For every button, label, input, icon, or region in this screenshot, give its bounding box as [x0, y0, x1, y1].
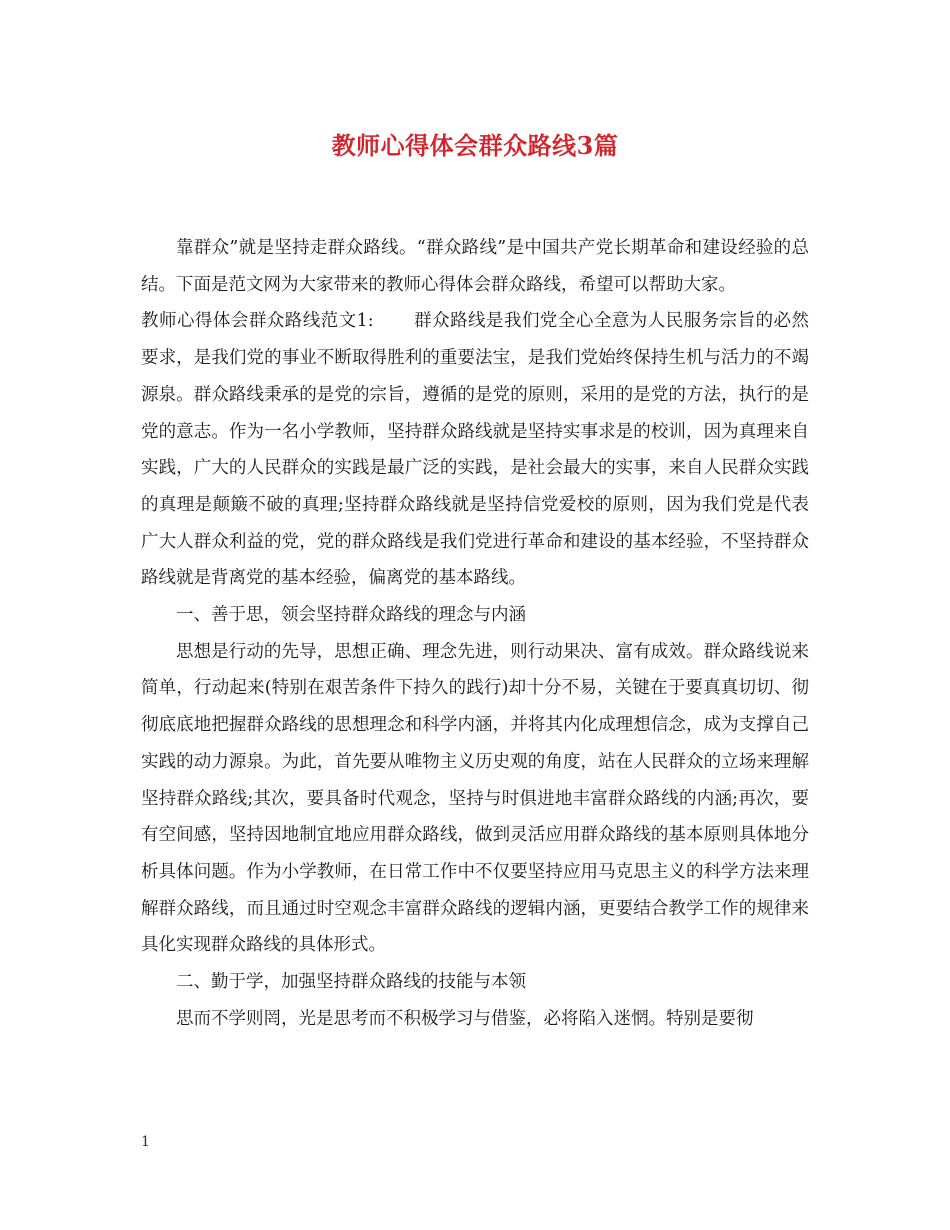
section-paragraph-2: 思而不学则罔，光是思考而不积极学习与借鉴，必将陷入迷惘。特别是要彻 — [176, 1008, 754, 1029]
sample-text: 群众路线是我们党全心全意为人民服务宗旨的必然要求，是我们党的事业不断取得胜利的重要法宝，是我们党始终保持生机与活力的不竭源泉。群众路线秉承的是党的宗旨，遵循的是党的原则，采用的是党的方法，执行的是党的意志。作为一名小学教师，坚持群众路线就是坚持实事求是的校训，因为真理来自实践，广大的人民群众的实践是最广泛的实践，是社会最大的实事，来自人民群众实践的真理是颠簸不破的真理;坚持群众路线就是坚持信党爱校的原则，因为我们党是代表广大人群众利益的党，党的群众路线是我们党进行革命和建设的基本经验，不坚持群众路线就是背离党的基本经验，偏离党的基本路线。 — [141, 311, 810, 589]
sample-label: 教师心得体会群众路线范文1: — [141, 311, 374, 332]
document-title: 教师心得体会群众路线3篇 — [331, 131, 619, 160]
section-heading-1: 一、善于思，领会坚持群众路线的理念与内涵 — [176, 605, 526, 626]
document-body — [141, 230, 809, 1037]
page-number: 1 — [141, 1134, 150, 1150]
sample-paragraph — [141, 303, 809, 597]
section-heading-2: 二、勤于学，加强坚持群众路线的技能与本领 — [176, 972, 526, 993]
intro-paragraph: 靠群众”就是坚持走群众路线。“群众路线”是中国共产党长期革命和建设经验的总结。下面是范文网为大家带来的教师心得体会群众路线，希望可以帮助大家。 — [141, 238, 809, 295]
section-paragraph-1: 思想是行动的先导，思想正确、理念先进，则行动果决、富有成效。群众路线说来简单，行动起来(特别在艰苦条件下持久的践行)却十分不易，关键在于要真真切切、彻彻底底地把握群众路线的思想理念和科学内涵，并将其内化成理想信念，成为支撑自己实践的动力源泉。为此，首先要从唯物主义历史观的角度，站在人民群众的立场来理解坚持群众路线;其次，要具备时代观念，坚持与时俱进地丰富群众路线的内涵;再次，要有空间感，坚持因地制宜地应用群众路线，做到灵活应用群众路线的基本原则具体地分析具体问题。作为小学教师，在日常工作中不仅要坚持应用马克思主义的科学方法来理解群众路线，而且通过时空观念丰富群众路线的逻辑内涵，更要结合教学工作的规律来具化实现群众路线的具体形式。 — [141, 641, 809, 956]
